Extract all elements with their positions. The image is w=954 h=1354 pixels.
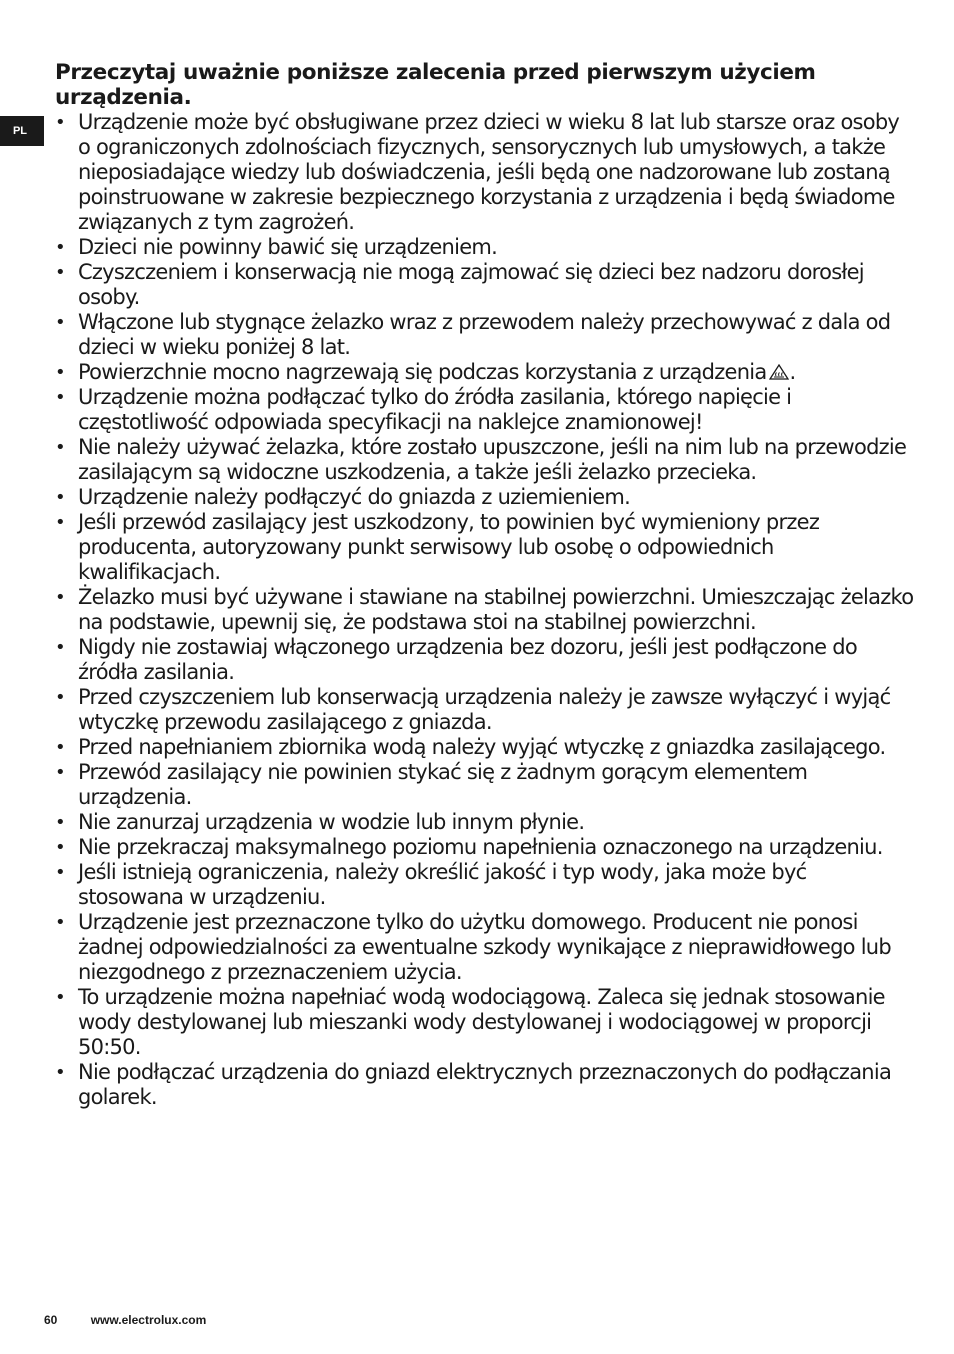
safety-list: [55, 110, 915, 1110]
list-item: • Nie należy używać żelazka, które zostało upuszczone, jeśli na nim lub na przewodzie zasilającym są widoczne uszkodzenia, a także jeśli żelazko przecieka.: [55, 435, 915, 485]
list-item: • Jeśli przewód zasilający jest uszkodzony, to powinien być wymieniony przez producenta, autoryzowany punkt serwisowy lub osobę o odpowiednich kwalifikacjach.: [55, 510, 915, 585]
list-item: • Jeśli istnieją ograniczenia, należy określić jakość i typ wody, jaka może być stosowana w urządzeniu.: [55, 860, 915, 910]
list-item: • Nigdy nie zostawiaj włączonego urządzenia bez dozoru, jeśli jest podłączone do źródła zasilania.: [55, 635, 915, 685]
safety-instructions: [55, 60, 915, 1110]
list-item: [55, 360, 915, 385]
list-item: • Nie przekraczaj maksymalnego poziomu napełnienia oznaczonego na urządzeniu.: [55, 835, 915, 860]
language-tab: PL: [0, 116, 44, 146]
page-heading: Przeczytaj uważnie poniższe zalecenia przed pierwszym użyciem urządzenia.: [55, 60, 816, 110]
list-item: • Nie podłączać urządzenia do gniazd elektrycznych przeznaczonych do podłączania golarek.: [55, 1060, 915, 1110]
page-number: 60: [44, 1313, 58, 1327]
list-item: • Przewód zasilający nie powinien stykać się z żadnym gorącym elementem urządzenia.: [55, 760, 915, 810]
list-item: • Żelazko musi być używane i stawiane na stabilnej powierzchni. Umieszczając żelazko na podstawie, upewnij się, że podstawa stoi na stabilnej powierzchni.: [55, 585, 915, 635]
list-item: • Przed czyszczeniem lub konserwacją urządzenia należy je zawsze wyłączyć i wyjąć wtyczkę przewodu zasilającego z gniazda.: [55, 685, 915, 735]
list-item: • Urządzenie jest przeznaczone tylko do użytku domowego. Producent nie ponosi żadnej odpowiedzialności za ewentualne szkody wynikające z nieprawidłowego lub niezgodnego z przeznaczeniem użycia.: [55, 910, 915, 985]
list-item: • Przed napełnianiem zbiornika wodą należy wyjąć wtyczkę z gniazdka zasilającego.: [55, 735, 915, 760]
list-item: • Urządzenie można podłączać tylko do źródła zasilania, którego napięcie i częstotliwość odpowiada specyfikacji na naklejce znamionowej!: [55, 385, 915, 435]
list-item: • To urządzenie można napełniać wodą wodociągową. Zaleca się jednak stosowanie wody destylowanej lub mieszanki wody destylowanej i wodociągowej w proporcji 50:50.: [55, 985, 915, 1060]
list-item: • Włączone lub stygnące żelazko wraz z przewodem należy przechowywać z dala od dzieci w wieku poniżej 8 lat.: [55, 310, 915, 360]
list-item-text: Powierzchnie mocno nagrzewają się podczas korzystania z urządzenia: [78, 360, 767, 384]
list-item: • Czyszczeniem i konserwacją nie mogą zajmować się dzieci bez nadzoru dorosłej osoby.: [55, 260, 915, 310]
list-item: • Urządzenie może być obsługiwane przez dzieci w wieku 8 lat lub starsze oraz osoby o ograniczonych zdolnościach fizycznych, sensorycznych lub umysłowych, a także nieposiadające wiedzy lub doświadczenia, jeśli będą one nadzorowane lub zostaną poinstruowane w zakresie bezpiecznego korzystania z urządzenia i będą świadome związanych z tym zagrożeń.: [55, 110, 915, 235]
footer-url[interactable]: www.electrolux.com: [90, 1313, 207, 1327]
list-item: • Dzieci nie powinny bawić się urządzeniem.: [55, 235, 915, 260]
list-item: • Urządzenie należy podłączyć do gniazda z uziemieniem.: [55, 485, 915, 510]
hot-surface-warning-icon: [769, 364, 789, 380]
list-item-suffix: .: [789, 360, 796, 384]
page-footer: [44, 1313, 206, 1327]
list-item: • Nie zanurzaj urządzenia w wodzie lub innym płynie.: [55, 810, 915, 835]
